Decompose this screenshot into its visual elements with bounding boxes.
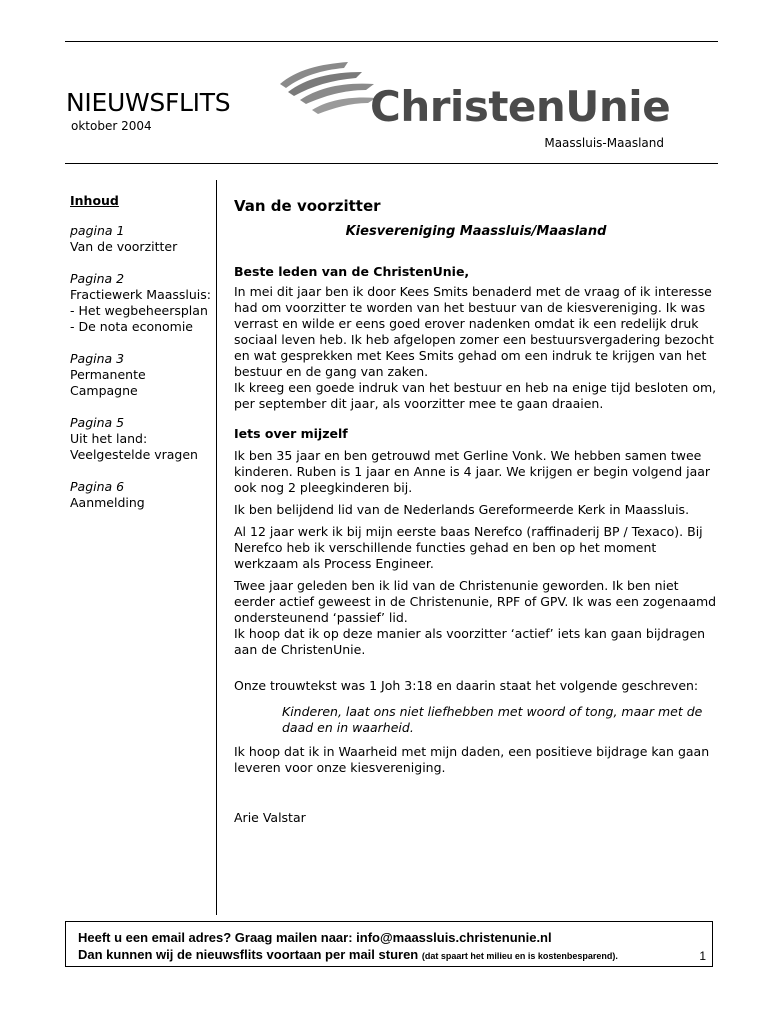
paragraph: Twee jaar geleden ben ik lid van de Christenunie geworden. Ik ben niet eerder actief geweest in de Christenunie, RPF of GPV. Ik was een zogenaamd ondersteunend ‘passief’ lid. bbox=[234, 578, 717, 625]
column-divider bbox=[216, 180, 217, 915]
toc-item bbox=[70, 271, 215, 335]
email-notice-main: Dan kunnen wij de nieuwsflits voortaan per mail sturen bbox=[78, 947, 419, 962]
logo-subtitle: Maassluis-Maasland bbox=[544, 136, 664, 150]
signature: Arie Valstar bbox=[234, 810, 306, 825]
section-title: Iets over mijzelf bbox=[234, 426, 348, 441]
newsletter-date: oktober 2004 bbox=[71, 119, 152, 133]
toc-item bbox=[70, 479, 215, 511]
toc-page-label: Pagina 6 bbox=[70, 479, 125, 494]
toc-entry: Veelgestelde vragen bbox=[70, 447, 198, 462]
article-subheading: Kiesvereniging Maassluis/Maasland bbox=[345, 224, 607, 239]
email-notice-line bbox=[78, 946, 712, 965]
toc-title: Inhoud bbox=[70, 193, 119, 208]
toc-item bbox=[70, 223, 215, 255]
toc-entry: Van de voorzitter bbox=[70, 239, 178, 254]
email-notice-line: Heeft u een email adres? Graag mailen naar: info@maassluis.christenunie.nl bbox=[78, 930, 552, 945]
article-heading: Van de voorzitter bbox=[234, 197, 381, 215]
bible-quote: Kinderen, laat ons niet liefhebben met woord of tong, maar met de daad en in waarheid. bbox=[282, 704, 703, 735]
christenunie-logo-text: ChristenUnie bbox=[370, 82, 671, 131]
toc-entry: Uit het land: bbox=[70, 431, 148, 446]
toc-entry: - Het wegbeheersplan bbox=[70, 303, 208, 318]
toc-page-label: Pagina 2 bbox=[70, 271, 125, 286]
paragraph: Ik kreeg een goede indruk van het bestuur en heb na enige tijd besloten om, per september dit jaar, als voorzitter mee te gaan draaien. bbox=[234, 380, 717, 411]
email-notice-box bbox=[65, 921, 713, 967]
greeting: Beste leden van de ChristenUnie, bbox=[234, 264, 470, 279]
top-rule bbox=[65, 41, 718, 42]
paragraph: In mei dit jaar ben ik door Kees Smits benaderd met de vraag of ik interesse had om voorzitter te worden van het bestuur van de kiesvereniging. Ik was verrast en wilde er eens goed erover nadenken omdat ik een redelijk druk sociaal leven heb. Ik heb afgelopen zomer een bestuursvergadering bezocht en wat gesprekken met Kees Smits gehad om een indruk te krijgen van het bestuur en de gang van zaken. bbox=[234, 284, 714, 379]
article bbox=[234, 198, 718, 826]
toc-entry: - De nota economie bbox=[70, 319, 193, 334]
paragraph: Al 12 jaar werk ik bij mijn eerste baas Nerefco (raffinaderij BP / Texaco). Bij Nerefco heb ik verschillende functies gehad en ben op het moment werkzaam als Process Engineer. bbox=[234, 524, 703, 571]
paragraph: Ik hoop dat ik in Waarheid met mijn daden, een positieve bijdrage kan gaan leveren voor onze kiesvereniging. bbox=[234, 744, 710, 775]
toc-entry: Fractiewerk Maassluis: bbox=[70, 287, 212, 302]
toc-entry: Campagne bbox=[70, 383, 138, 398]
toc-entry: Aanmelding bbox=[70, 495, 145, 510]
toc-page-label: pagina 1 bbox=[70, 223, 125, 238]
paragraph: Ik hoop dat ik op deze manier als voorzitter ‘actief’ iets kan gaan bijdragen aan de ChristenUnie. bbox=[234, 626, 706, 657]
toc-entry: Permanente bbox=[70, 367, 146, 382]
header-bottom-rule bbox=[65, 163, 718, 164]
table-of-contents bbox=[70, 193, 215, 527]
toc-page-label: Pagina 5 bbox=[70, 415, 125, 430]
christenunie-logo-mark bbox=[278, 56, 378, 122]
newsletter-title: NIEUWSFLITS bbox=[66, 88, 231, 117]
toc-item bbox=[70, 351, 215, 399]
page-number: 1 bbox=[699, 949, 706, 963]
paragraph: Onze trouwtekst was 1 Joh 3:18 en daarin staat het volgende geschreven: bbox=[234, 678, 699, 693]
toc-page-label: Pagina 3 bbox=[70, 351, 125, 366]
paragraph: Ik ben 35 jaar en ben getrouwd met Gerline Vonk. We hebben samen twee kinderen. Ruben is 1 jaar en Anne is 4 jaar. We krijgen er begin volgend jaar ook nog 2 pleegkinderen bij. bbox=[234, 448, 711, 495]
email-notice-small: (dat spaart het milieu en is kostenbesparend). bbox=[421, 951, 618, 961]
toc-item bbox=[70, 415, 215, 463]
paragraph: Ik ben belijdend lid van de Nederlands Gereformeerde Kerk in Maassluis. bbox=[234, 502, 690, 517]
